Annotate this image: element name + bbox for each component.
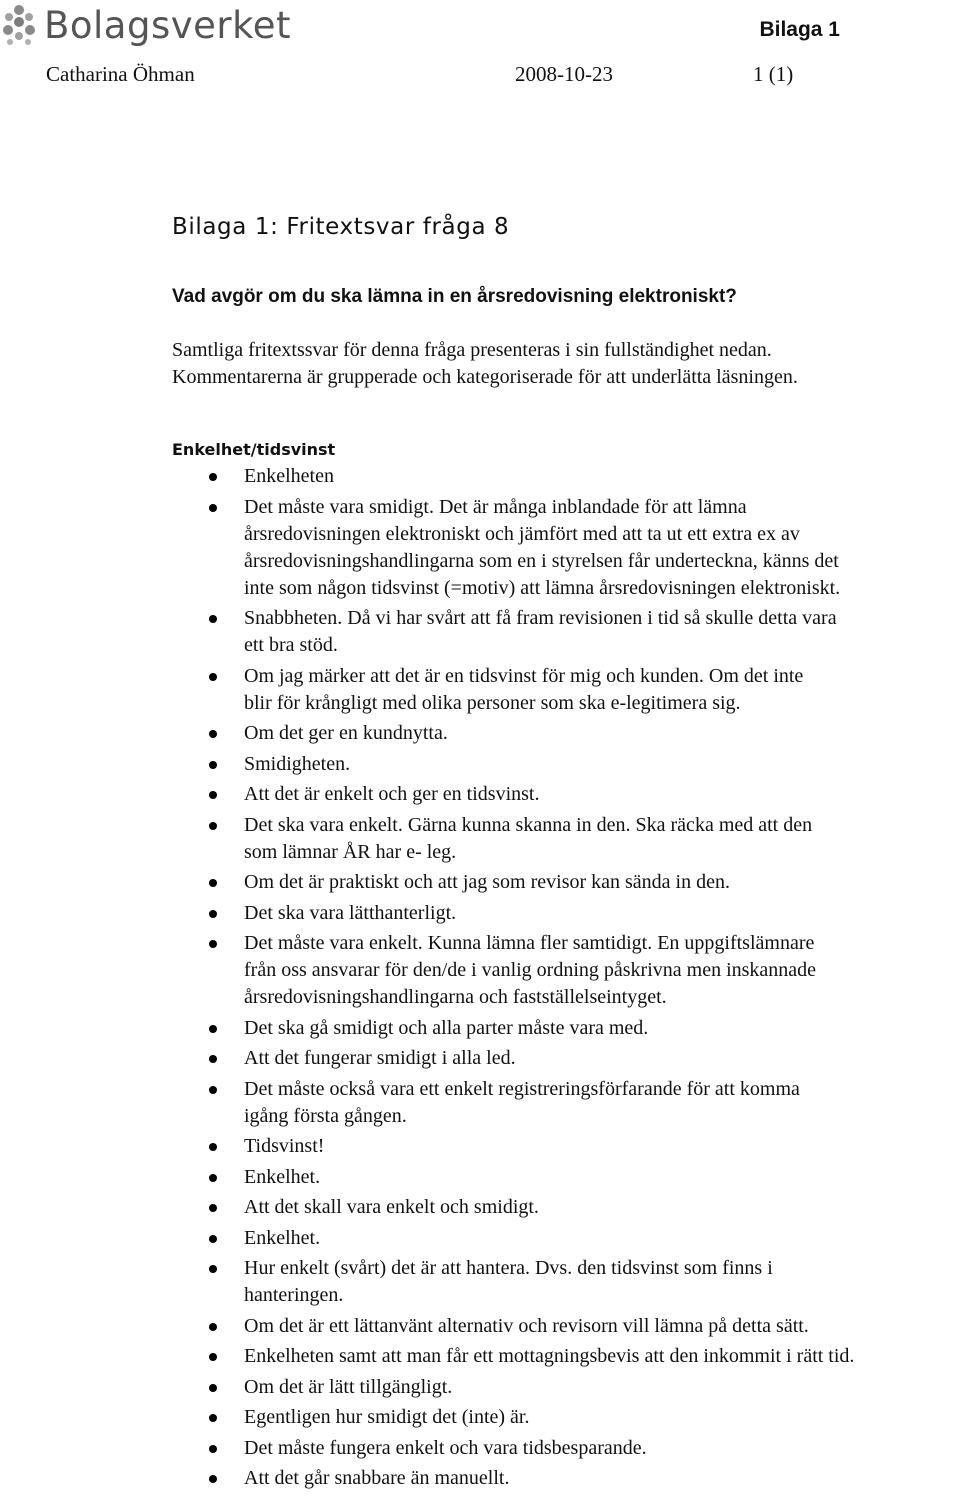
answer-text-line: Att det fungerar smidigt i alla led.: [244, 1047, 516, 1069]
answer-item: [172, 494, 960, 602]
bullet-icon: [209, 940, 217, 948]
answer-item: [172, 1465, 960, 1492]
answer-item: [172, 900, 960, 927]
bullet-icon: [209, 1025, 217, 1033]
answer-item: [172, 1343, 960, 1370]
bullet-icon: [209, 1475, 217, 1483]
answer-item: [172, 605, 960, 659]
answer-item: [172, 1404, 960, 1431]
bullet-icon: [209, 879, 217, 887]
answer-text-line: Egentligen hur smidigt det (inte) är.: [244, 1406, 530, 1428]
answer-text-line: Om det är praktiskt och att jag som revisor kan sända in den.: [244, 871, 730, 893]
bullet-icon: [209, 1384, 217, 1392]
answer-text-line: Enkelheten samt att man får ett mottagningsbevis att den inkommit i rätt tid.: [244, 1345, 855, 1367]
answer-item: [172, 663, 960, 717]
answer-item: [172, 1225, 960, 1252]
answer-item: [172, 720, 960, 747]
author: Catharina Öhman: [46, 62, 195, 86]
intro-line: Kommentarerna är grupperade och kategoriserade för att underlätta läsningen.: [172, 366, 798, 388]
answer-text-line: Att det går snabbare än manuellt.: [244, 1467, 510, 1489]
answer-text-line: Om jag märker att det är en tidsvinst för mig och kunden. Om det inte: [244, 664, 804, 687]
answer-text-line: inte som någon tidsvinst (=motiv) att lämna årsredovisningen elektroniskt.: [244, 576, 841, 599]
answer-item: [172, 1045, 960, 1072]
bullet-icon: [209, 761, 217, 769]
answer-text-line: Det måste vara smidigt. Det är många inblandade för att lämna: [244, 495, 747, 518]
bullet-icon: [209, 673, 217, 681]
answer-text-line: igång första gången.: [244, 1104, 407, 1127]
bullet-icon: [209, 1204, 217, 1212]
answer-item: [172, 1255, 960, 1309]
answer-item: [172, 812, 960, 866]
bullet-icon: [209, 1414, 217, 1422]
answer-item: [172, 869, 960, 896]
answer-text-line: som lämnar ÅR har e- leg.: [244, 840, 457, 863]
answer-list: [172, 463, 960, 1496]
answer-item: [172, 1164, 960, 1191]
answer-item: [172, 1194, 960, 1221]
answer-text-line: Enkelhet.: [244, 1226, 321, 1249]
answer-item: [172, 1133, 960, 1160]
answer-text-line: Det ska vara lätthanterligt.: [244, 901, 457, 924]
bullet-icon: [209, 504, 217, 512]
answer-text-line: Smidigheten.: [244, 752, 351, 775]
answer-text-line: årsredovisningen elektroniskt och jämfört med att ta ut ett extra ex av: [244, 522, 800, 545]
answer-text-line: Det måste vara enkelt. Kunna lämna fler samtidigt. En uppgiftslämnare: [244, 932, 815, 954]
bullet-icon: [209, 615, 217, 623]
document-meta: [46, 62, 806, 90]
bullet-icon: [209, 1086, 217, 1094]
answer-text-line: hanteringen.: [244, 1284, 344, 1306]
logo-dots-icon: [0, 3, 38, 47]
bullet-icon: [209, 822, 217, 830]
bullet-icon: [209, 1265, 217, 1273]
answer-text-line: Enkelhet.: [244, 1165, 321, 1188]
answer-text-line: Det ska vara enkelt. Gärna kunna skanna in den. Ska räcka med att den: [244, 813, 813, 836]
answer-text-line: Enkelheten: [244, 465, 334, 487]
answer-text-line: blir för krångligt med olika personer som ska e-legitimera sig.: [244, 691, 741, 714]
answer-item: [172, 1374, 960, 1401]
answer-text-line: årsredovisningshandlingarna och fastställelseintyget.: [244, 986, 667, 1008]
answer-text-line: Tidsvinst!: [244, 1135, 325, 1157]
answer-item: [172, 1076, 960, 1130]
intro-line: Samtliga fritextssvar för denna fråga presenteras i sin fullständighet nedan.: [172, 339, 772, 361]
answer-text-line: årsredovisningshandlingarna som en i styrelsen får underteckna, känns det: [244, 549, 839, 572]
bullet-icon: [209, 473, 217, 481]
bullet-icon: [209, 791, 217, 799]
answer-item: [172, 781, 960, 808]
bullet-icon: [209, 1055, 217, 1063]
answer-text-line: Det ska gå smidigt och alla parter måste vara med.: [244, 1016, 649, 1039]
answer-item: [172, 463, 960, 490]
document-title: Bilaga 1: Fritextsvar fråga 8: [172, 214, 510, 240]
answer-item: [172, 930, 960, 1011]
answer-text-line: ett bra stöd.: [244, 634, 338, 656]
bolagsverket-logo: [0, 2, 291, 48]
answer-text-line: Det måste också vara ett enkelt registreringsförfarande för att komma: [244, 1077, 800, 1100]
bullet-icon: [209, 1143, 217, 1151]
bullet-icon: [209, 1174, 217, 1182]
page-number: 1 (1): [753, 62, 794, 86]
bullet-icon: [209, 730, 217, 738]
answer-text-line: Om det är lätt tillgängligt.: [244, 1375, 453, 1398]
answer-text-line: Det måste fungera enkelt och vara tidsbesparande.: [244, 1436, 647, 1459]
answer-text-line: Om det är ett lättanvänt alternativ och revisorn vill lämna på detta sätt.: [244, 1314, 809, 1337]
category-heading: Enkelhet/tidsvinst: [172, 440, 336, 459]
answer-item: [172, 1015, 960, 1042]
answer-text-line: Snabbheten. Då vi har svårt att få fram revisionen i tid så skulle detta vara: [244, 607, 837, 629]
answer-item: [172, 1435, 960, 1462]
answer-text-line: Hur enkelt (svårt) det är att hantera. Dvs. den tidsvinst som finns i: [244, 1257, 773, 1279]
answer-text-line: från oss ansvarar för den/de i vanlig ordning påskrivna men inskannade: [244, 959, 817, 981]
bullet-icon: [209, 1323, 217, 1331]
answer-text-line: Att det är enkelt och ger en tidsvinst.: [244, 783, 540, 805]
question-heading: Vad avgör om du ska lämna in en årsredovisning elektroniskt?: [172, 286, 737, 307]
bullet-icon: [209, 1445, 217, 1453]
bullet-icon: [209, 1353, 217, 1361]
answer-item: [172, 751, 960, 778]
bullet-icon: [209, 1235, 217, 1243]
bullet-icon: [209, 910, 217, 918]
intro-paragraph: [172, 337, 912, 391]
answer-text-line: Om det ger en kundnytta.: [244, 722, 448, 744]
logo-wordmark: Bolagsverket: [44, 3, 291, 47]
answer-item: [172, 1313, 960, 1340]
answer-text-line: Att det skall vara enkelt och smidigt.: [244, 1196, 539, 1218]
document-date: 2008-10-23: [515, 62, 613, 86]
attachment-label: Bilaga 1: [759, 18, 840, 41]
